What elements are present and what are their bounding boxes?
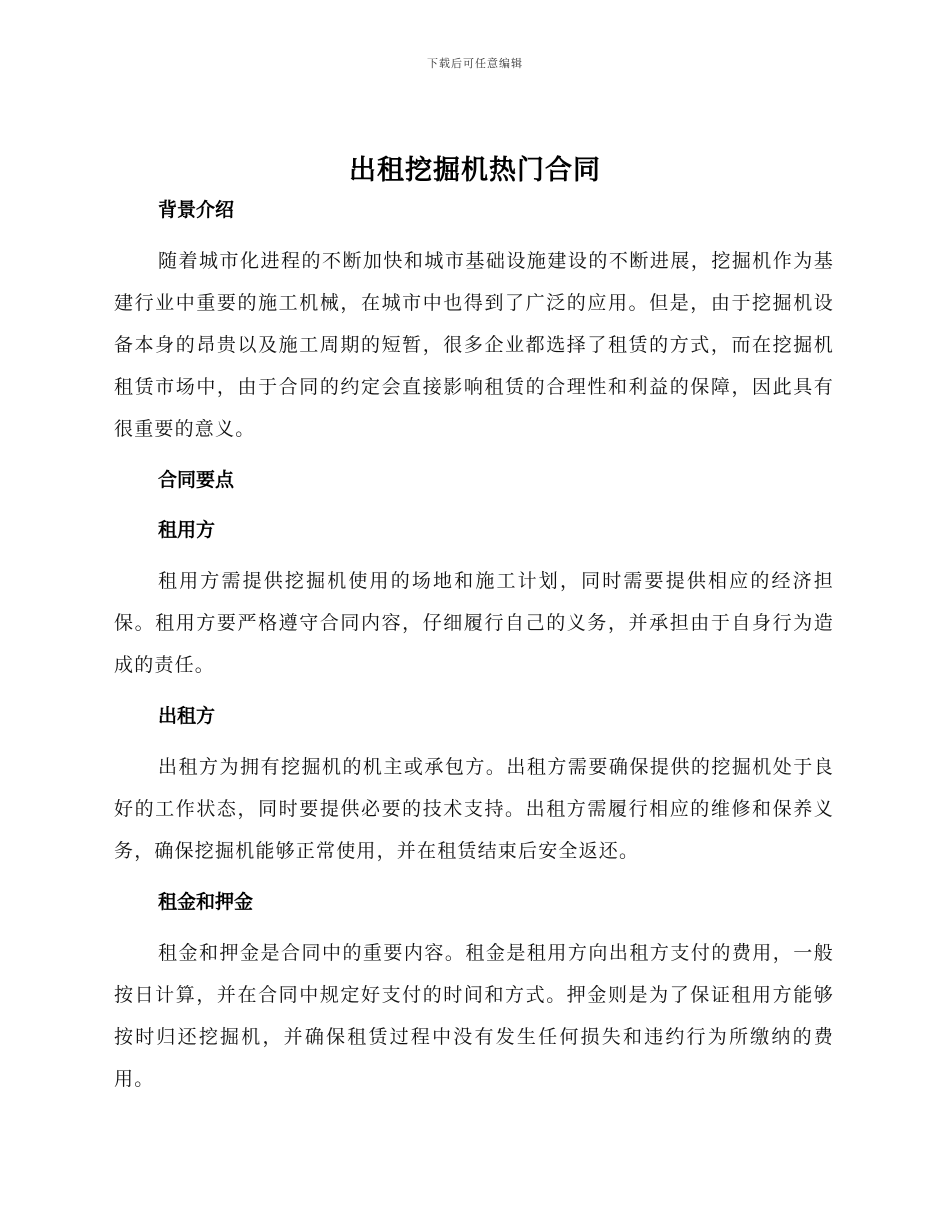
document-body — [114, 190, 834, 1100]
section-body-background: 随着城市化进程的不断加快和城市基础设施建设的不断进展，挖掘机作为基建行业中重要的施工机械，在城市中也得到了广泛的应用。但是，由于挖掘机设备本身的昂贵以及施工周期的短暂，很多企业都选择了租赁的方式，而在挖掘机租赁市场中，由于合同的约定会直接影响租赁的合理性和利益的保障，因此具有很重要的意义。 — [114, 250, 834, 440]
section-heading-key-points: 合同要点 — [158, 469, 235, 491]
section-heading-background: 背景介绍 — [158, 199, 235, 221]
section-heading-lessee: 租用方 — [158, 519, 216, 541]
section-body-rent-deposit: 租金和押金是合同中的重要内容。租金是租用方向出租方支付的费用，一般按日计算，并在合同中规定好支付的时间和方式。押金则是为了保证租用方能够按时归还挖掘机，并确保租赁过程中没有发生任何损失和违约行为所缴纳的费用。 — [114, 942, 834, 1090]
section-heading-lessor: 出租方 — [158, 705, 216, 727]
header-note: 下载后可任意编辑 — [427, 57, 523, 70]
section-heading-rent-deposit: 租金和押金 — [158, 891, 254, 913]
section-body-lessor: 出租方为拥有挖掘机的机主或承包方。出租方需要确保提供的挖掘机处于良好的工作状态，同时要提供必要的技术支持。出租方需履行相应的维修和保养义务，确保挖掘机能够正常使用，并在租赁结束后安全返还。 — [114, 756, 834, 862]
document-title: 出租挖掘机热门合同 — [349, 155, 601, 186]
section-body-lessee: 租用方需提供挖掘机使用的场地和施工计划，同时需要提供相应的经济担保。租用方要严格遵守合同内容，仔细履行自己的义务，并承担由于自身行为造成的责任。 — [114, 570, 834, 676]
